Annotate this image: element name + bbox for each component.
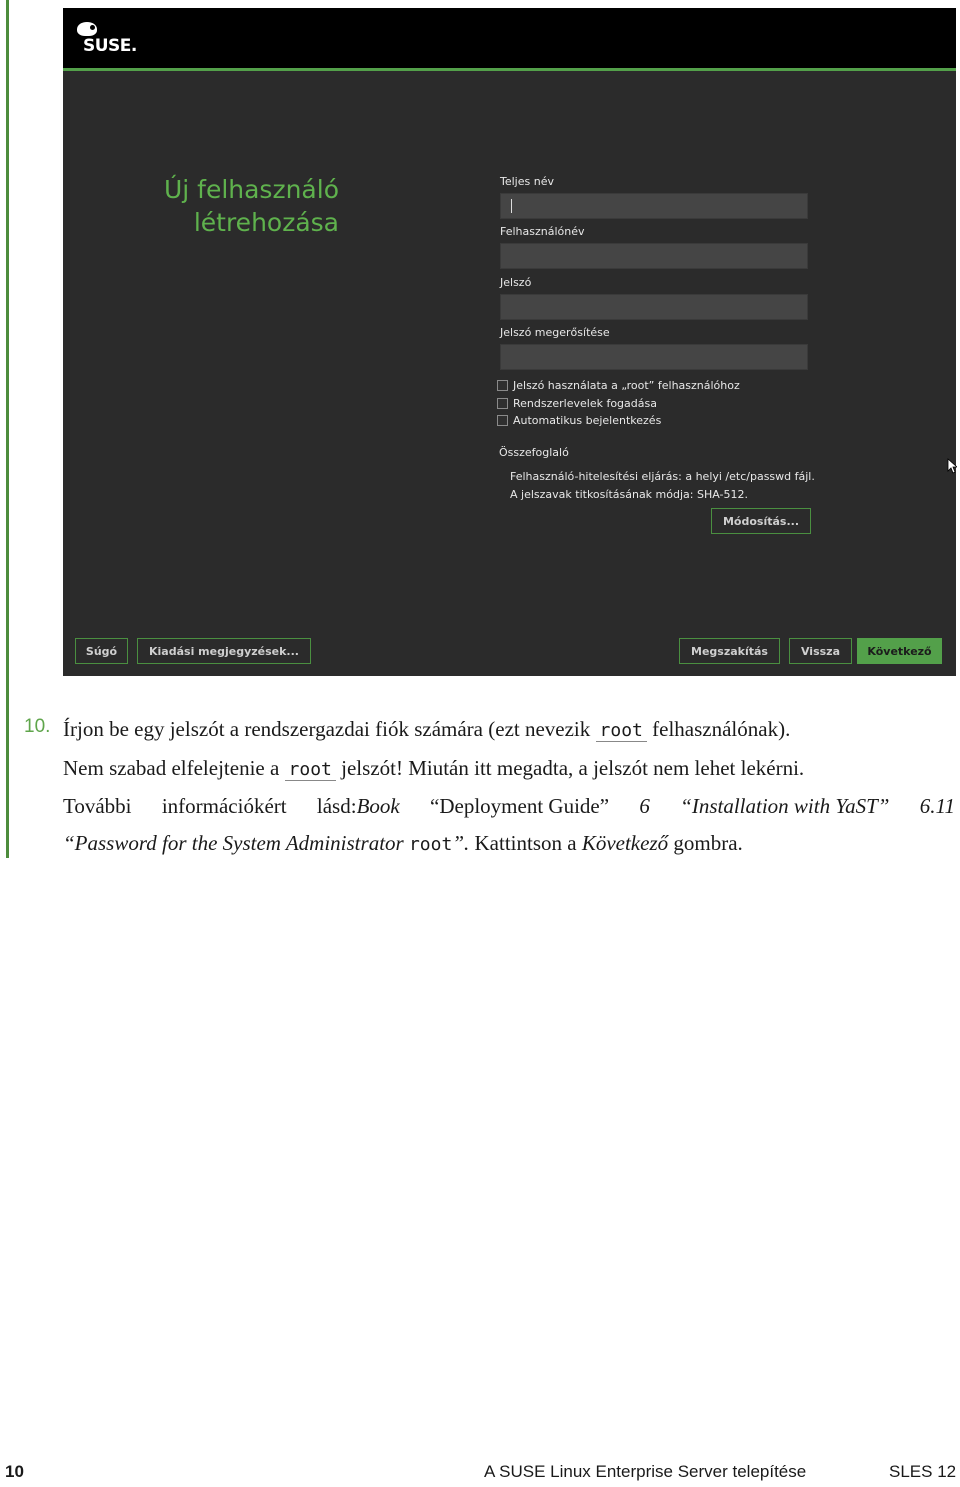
full-name-input[interactable] — [500, 193, 808, 219]
username-input[interactable] — [500, 243, 808, 269]
summary-auth-method: Felhasználó-hitelesítési eljárás: a helyi /etc/passwd fájl. — [510, 470, 815, 483]
chameleon-icon — [77, 22, 97, 36]
section-reference-link[interactable]: “Password for the System Administrator — [63, 830, 404, 855]
release-notes-button[interactable]: Kiadási megjegyzések... — [137, 638, 311, 664]
summary-heading: Összefoglaló — [499, 446, 569, 459]
automatic-login-checkbox[interactable]: Automatikus bejelentkezés — [497, 414, 661, 427]
username-label: Felhasználónév — [500, 225, 585, 238]
password-label: Jelszó — [500, 276, 532, 289]
abort-button[interactable]: Megszakítás — [679, 638, 780, 664]
step-number: 10. — [24, 716, 51, 737]
root-code: root — [408, 833, 453, 855]
full-name-label: Teljes név — [500, 175, 554, 188]
next-button-reference: Következő — [581, 830, 669, 855]
margin-accent-bar — [6, 0, 9, 858]
back-button[interactable]: Vissza — [789, 638, 852, 664]
chapter-reference-link[interactable]: “Installation with YaST” — [680, 794, 890, 818]
paragraph-line-3: További információkért lásd:Book “Deployment Guide” 6 “Installation with YaST” 6.11 — [63, 788, 955, 825]
step-paragraph — [63, 711, 955, 863]
paragraph-line-4: “Password for the System Administrator root”. Kattintson a Következő gombra. — [63, 830, 743, 855]
installer-screenshot — [63, 8, 956, 676]
confirm-password-input[interactable] — [500, 344, 808, 370]
checkbox-box[interactable] — [497, 415, 508, 426]
mouse-pointer-icon — [947, 458, 957, 474]
root-code: root — [596, 720, 647, 742]
checkbox-box[interactable] — [497, 398, 508, 409]
footer-doc-title: A SUSE Linux Enterprise Server telepítése — [484, 1462, 807, 1481]
help-button[interactable]: Súgó — [75, 638, 128, 664]
root-code: root — [285, 759, 336, 781]
password-input[interactable] — [500, 294, 808, 320]
confirm-password-label: Jelszó megerősítése — [500, 326, 610, 339]
page-title: Új felhasználó létrehozása — [163, 175, 339, 237]
next-button[interactable]: Következő — [857, 638, 942, 664]
receive-system-mail-checkbox[interactable]: Rendszerlevelek fogadása — [497, 397, 657, 410]
paragraph-line-2: Nem szabad elfelejtenie a root jelszót! Miután itt megadta, a jelszót nem lehet lekérni. — [63, 755, 805, 780]
page-number: 10 — [5, 1462, 24, 1481]
use-password-for-root-checkbox[interactable]: Jelszó használata a „root” felhasználóhoz — [497, 379, 740, 392]
text-caret — [511, 199, 512, 213]
book-reference-link[interactable]: Book — [356, 794, 400, 818]
summary-encryption: A jelszavak titkosításának módja: SHA-512. — [510, 488, 748, 501]
footer-product: SLES 12 — [889, 1462, 957, 1481]
modify-button[interactable]: Módosítás... — [711, 508, 811, 534]
checkbox-box[interactable] — [497, 380, 508, 391]
paragraph-line-1: Írjon be egy jelszót a rendszergazdai fiók számára (ezt nevezik root felhasználónak). — [63, 717, 791, 741]
installer-header: SUSE. — [63, 8, 956, 71]
